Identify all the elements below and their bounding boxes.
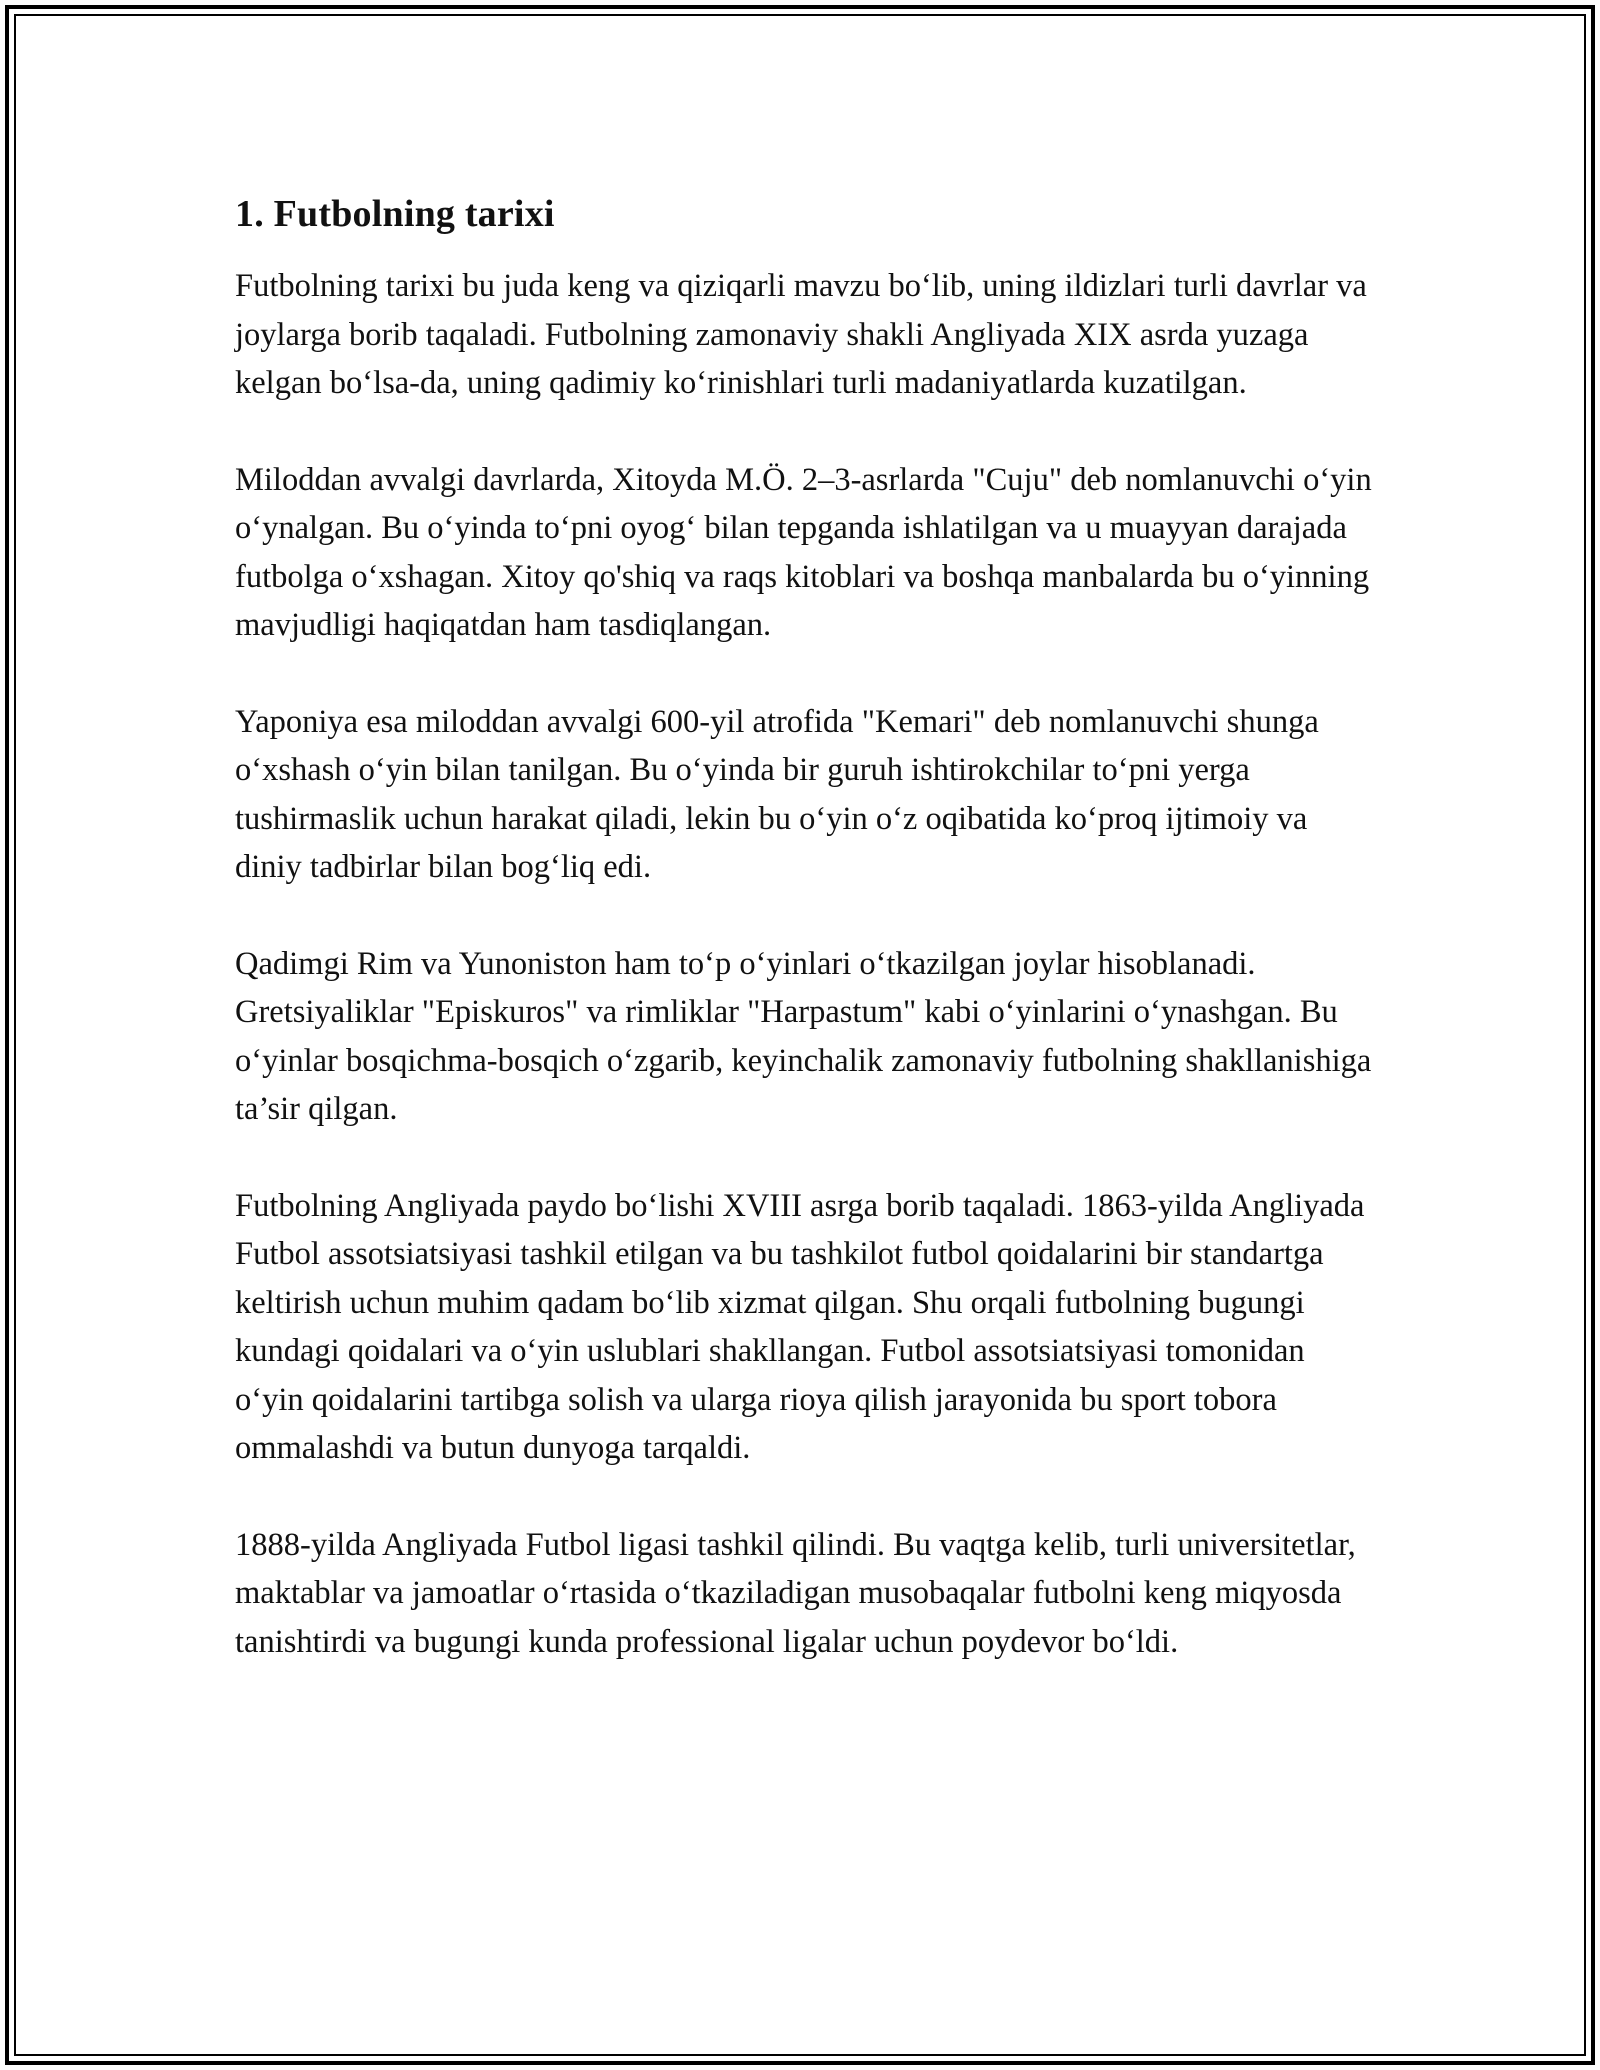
document-body — [235, 186, 1375, 1714]
paragraph-england-1863: Futbolning Angliyada paydo bo‘lishi XVIII asrga borib taqaladi. 1863-yilda Angliyada Futbol assotsiatsiyasi tashkil etilgan va bu tashkilot futbol qoidalarini bir standartga keltirish uchun muhim qadam bo‘lib xizmat qilgan. Shu orqali futbolning bugungi kundagi qoidalari va o‘yin uslublari shakllangan. Futbol assotsiatsiyasi tomonidan o‘yin qoidalarini tartibga solish va ularga rioya qilish jarayonida bu sport tobora ommalashdi va butun dunyoga tarqaldi. — [235, 1187, 1365, 1466]
paragraph-intro: Futbolning tarixi bu juda keng va qiziqarli mavzu bo‘lib, uning ildizlari turli davrlar va joylarga borib taqaladi. Futbolning zamonaviy shakli Angliyada XIX asrda yuzaga kelgan bo‘lsa-da, uning qadimiy ko‘rinishlari turli madaniyatlarda kuzatilgan. — [235, 268, 1367, 401]
paragraph-china-cuju: Miloddan avvalgi davrlarda, Xitoyda M.Ö. 2–3-asrlarda "Cuju" deb nomlanuvchi o‘yin o‘ynalgan. Bu o‘yinda to‘pni oyog‘ bilan tepganda ishlatilgan va u muayyan darajada futbolga o‘xshagan. Xitoy qo'shiq va raqs kitoblari va boshqa manbalarda bu o‘yinning mavjudligi haqiqatdan ham tasdiqlangan. — [235, 461, 1372, 643]
paragraph-rome-greece: Qadimgi Rim va Yunoniston ham to‘p o‘yinlari o‘tkazilgan joylar hisoblanadi. Gretsiyaliklar "Episkuros" va rimliklar "Harpastum" kabi o‘yinlarini o‘ynashgan. Bu o‘yinlar bosqichma-bosqich o‘zgarib, keyinchalik zamonaviy futbolning shakllanishiga ta’sir qilgan. — [235, 945, 1372, 1127]
section-heading: 1. Futbolning tarixi — [235, 193, 555, 235]
paragraph-japan-kemari: Yaponiya esa miloddan avvalgi 600-yil atrofida "Kemari" deb nomlanuvchi shunga o‘xshash o‘yin bilan tanilgan. Bu o‘yinda bir guruh ishtirokchilar to‘pni yerga tushirmaslik uchun harakat qiladi, lekin bu o‘yin o‘z oqibatida ko‘proq ijtimoiy va diniy tadbirlar bilan bog‘liq edi. — [235, 703, 1319, 885]
paragraph-england-1888: 1888-yilda Angliyada Futbol ligasi tashkil qilindi. Bu vaqtga kelib, turli universitetlar, maktablar va jamoatlar o‘rtasida o‘tkaziladigan musobaqalar futbolni keng miqyosda tanishtirdi va bugungi kunda professional ligalar uchun poydevor bo‘ldi. — [235, 1526, 1356, 1660]
